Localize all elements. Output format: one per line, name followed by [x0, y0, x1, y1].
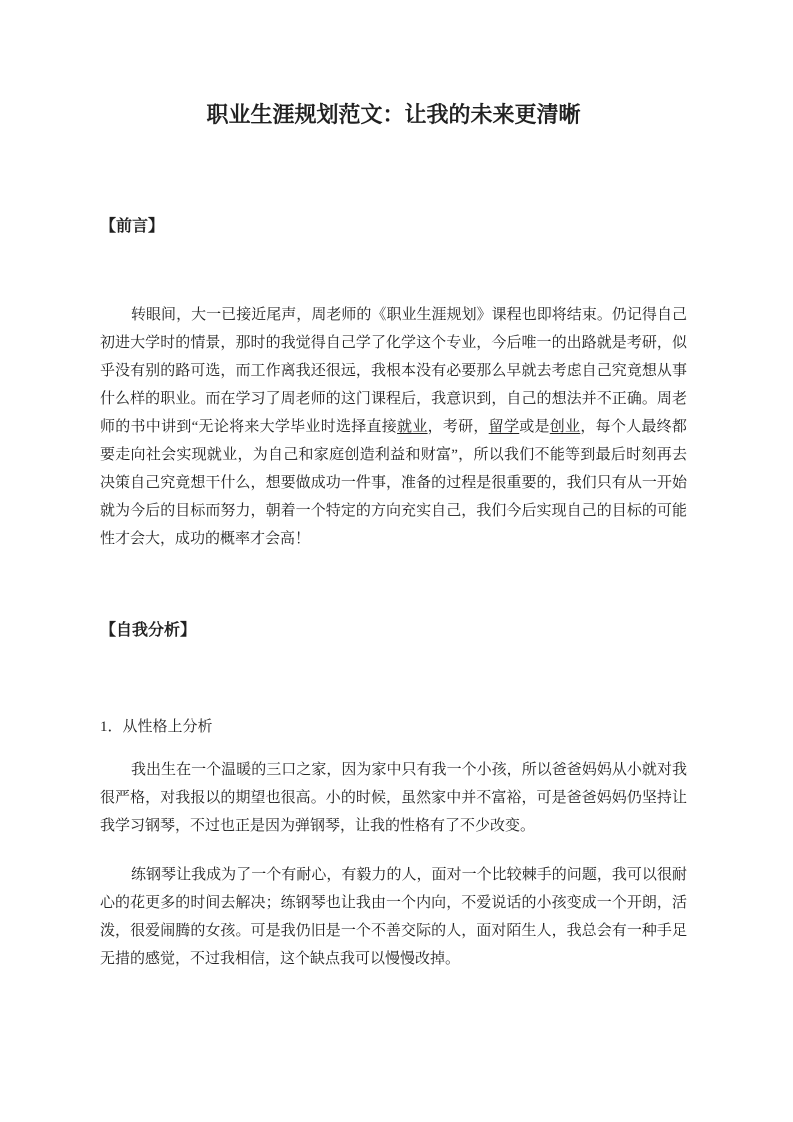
- section-heading-preface: 【前言】: [100, 218, 165, 235]
- section-heading-self-analysis: 【自我分析】: [100, 622, 197, 639]
- text-run: ，每个人最终都要走向社会实现就业，为自己和家庭创造利益和财富”，所以我们不能等到最后时刻再去决策自己究竟想干什么，想要做成功一件事，准备的过程是很重要的，我们只有从一开始就为今后的目标而努力，朝着一个特定的方向充实自己，我们今后实现自己的目标的可能性才会大，成功的概率才会高！: [100, 419, 687, 547]
- paragraph-preface: [100, 301, 687, 553]
- subsection-heading-personality: 1．从性格上分析: [100, 719, 213, 735]
- text-run: 练钢琴让我成为了一个有耐心，有毅力的人，面对一个比较棘手的问题，我可以很耐心的花更多的时间去解决；练钢琴也让我由一个内向，不爱说话的小孩变成一个开朗，活泼，很爱闹腾的女孩。可是我仍旧是一个不善交际的人，面对陌生人，我总会有一种手足无措的感觉，不过我相信，这个缺点我可以慢慢改掉。: [100, 867, 687, 967]
- underlined-term: 创业: [549, 419, 581, 435]
- text-run: ，考研，: [427, 419, 489, 435]
- underlined-term: 留学: [488, 419, 520, 435]
- text-run: 转眼间，大一已接近尾声，周老师的《职业生涯规划》课程也即将结束。仍记得自己初进大学时的情景，那时的我觉得自己学了化学这个专业，今后唯一的出路就是考研，似乎没有别的路可选，而工作离我还很远，我根本没有必要那么早就去考虑自己究竟想从事什么样的职业。而在学习了周老师的这门课程后，我意识到，自己的想法并不正确。周老师的书中讲到“无论将来大学毕业时选择直接: [100, 307, 687, 435]
- text-run: 或是: [519, 419, 550, 435]
- underlined-term: 就业: [397, 419, 428, 435]
- text-run: 我出生在一个温暖的三口之家，因为家中只有我一个小孩，所以爸爸妈妈从小就对我很严格，对我报以的期望也很高。小的时候，虽然家中并不富裕，可是爸爸妈妈仍坚持让我学习钢琴，不过也正是因为弹钢琴，让我的性格有了不少改变。: [100, 762, 687, 834]
- paragraph-personality-piano: [100, 861, 687, 973]
- document-title: 职业生涯规划范文：让我的未来更清晰: [206, 102, 581, 127]
- paragraph-personality-family: [100, 756, 687, 840]
